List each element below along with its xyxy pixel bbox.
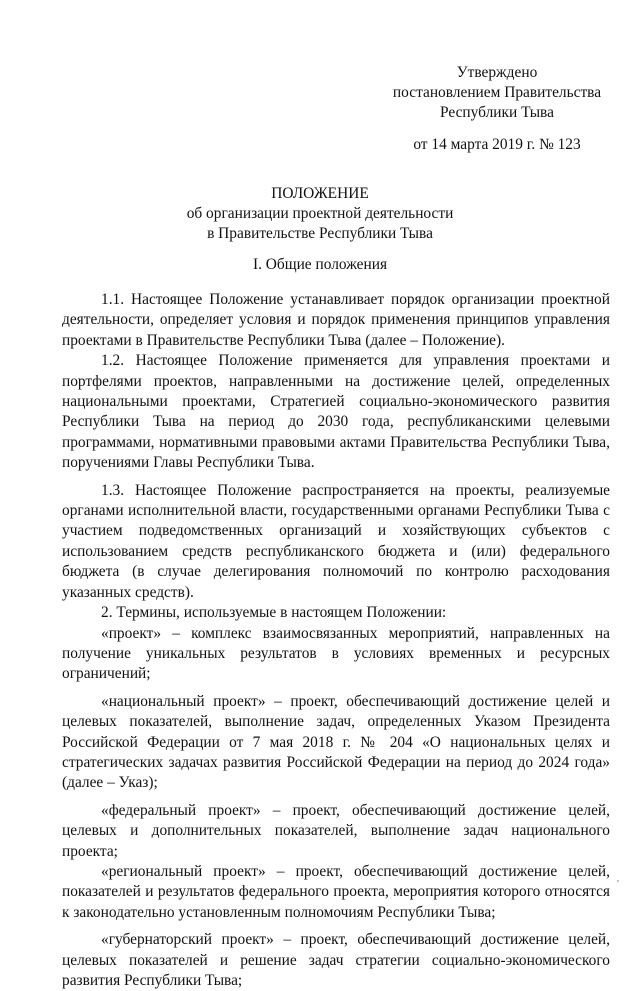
title-subtitle-1: об организации проектной деятельности [186,205,454,222]
approval-date: от 14 марта 2019 г. № 123 [413,136,581,153]
term-federal-project: «федеральный проект» – проект, обеспечивающий достижение целей, целевых и дополнительных показателей, выполнение задач национального проекта; [62,801,610,860]
approval-line-3: Республики Тыва [440,104,554,121]
paragraph-1-1: 1.1. Настоящее Положение устанавливает порядок организации проектной деятельности, определяет условия и порядок применения принципов управления проектами в Правительстве Республики Тыва (далее – Положение). [62,291,610,349]
approval-stamp [382,63,612,155]
document-title [0,184,640,244]
term-project: «проект» – комплекс взаимосвязанных мероприятий, направленных на получение уникальных результатов в условиях временных и ресурсных ограничений; [62,624,610,683]
title-main: ПОЛОЖЕНИЕ [271,185,369,202]
paragraph-1-2: 1.2. Настоящее Положение применяется для управления проектами и портфелями проектов, направленными на достижение целей, определенных национальными проектами, Стратегией социально-экономического развития Республики Тыва на период до 2030 года, республиканскими целевыми программами, нормативными правовыми актами Правительства Республики Тыва, поручениями Главы Республики Тыва. [62,352,610,472]
approval-line-2: постановлением Правительства [392,84,602,101]
document-body [62,290,610,991]
section-heading: I. Общие положения [252,256,388,273]
approval-line-1: Утверждено [456,64,538,81]
scan-corner-mark: ’ [616,878,620,890]
term-governor-project: «губернаторский проект» – проект, обеспечивающий достижение целей, целевых показателей и решение задач стратегии социально-экономического развития Республики Тыва; [62,931,610,989]
title-subtitle-2: в Правительстве Республики Тыва [207,225,433,242]
paragraph-2-terms: 2. Термины, используемые в настоящем Положении: [101,604,447,622]
term-national-project: «национальный проект» – проект, обеспечивающий достижение целей и целевых показателей, выполнение задач, определенных Указом Президента Российской Федерации от 7 мая 2018 г. № 204 «О национальных целях и стратегических задачах развития Российской Федерации на период до 2024 года» (далее – Указ); [62,692,610,792]
term-regional-project: «региональный проект» – проект, обеспечивающий достижение целей, показателей и результатов федерального проекта, мероприятия которого относятся к законодательно установленным полномочиям Республики Тыва; [62,862,610,921]
paragraph-1-3: 1.3. Настоящее Положение распространяется на проекты, реализуемые органами исполнительной власти, государственными органами Республики Тыва с участием подведомственных организаций и хозяйствующих субъектов с использованием средств республиканского бюджета и (или) федерального бюджета (в случае делегирования полномочий по контролю расходования указанных средств). [62,481,610,601]
